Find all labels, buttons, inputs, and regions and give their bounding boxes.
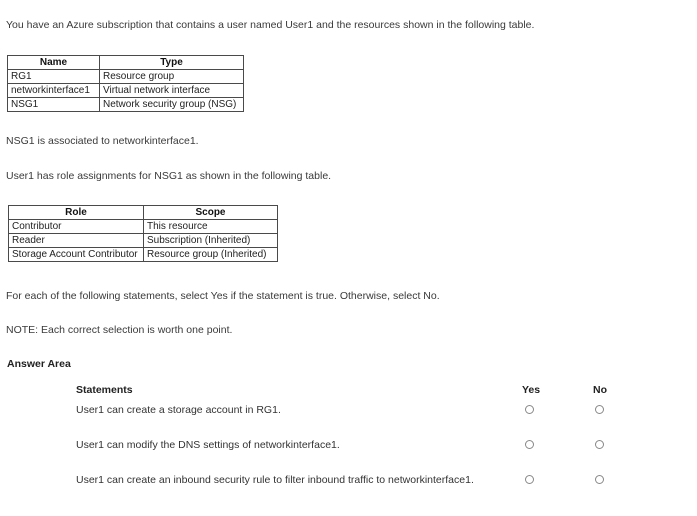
statement-1-no-radio[interactable] [595,405,604,414]
roles-header-scope: Scope [144,206,278,220]
roles-header-role: Role [9,206,144,220]
instructions-text: For each of the following statements, select Yes if the statement is true. Otherwise, select No. [6,290,440,302]
roles-table [8,205,278,262]
statement-2-yes-radio[interactable] [525,440,534,449]
table-row [9,234,278,248]
yes-header: Yes [522,384,541,396]
resources-header-type: Type [100,56,244,70]
table-row [8,84,244,98]
role-name: Storage Account Contributor [9,248,144,262]
resource-name: networkinterface1 [8,84,100,98]
statement-3-no-radio[interactable] [595,475,604,484]
role-name: Reader [9,234,144,248]
table-row [8,98,244,112]
intro-text: You have an Azure subscription that contains a user named User1 and the resources shown in the following table. [6,19,535,31]
note-text: NOTE: Each correct selection is worth one point. [6,324,233,336]
statement-2: User1 can modify the DNS settings of networkinterface1. [76,439,340,451]
resource-name: RG1 [8,70,100,84]
no-header: No [593,384,607,396]
statements-header: Statements [76,384,133,396]
statement-2-no-radio[interactable] [595,440,604,449]
role-scope: Subscription (Inherited) [144,234,278,248]
role-name: Contributor [9,220,144,234]
resources-table [7,55,244,112]
resource-type: Virtual network interface [100,84,244,98]
nsg-note: NSG1 is associated to networkinterface1. [6,135,199,147]
resources-header-name: Name [8,56,100,70]
resource-type: Network security group (NSG) [100,98,244,112]
role-scope: Resource group (Inherited) [144,248,278,262]
resource-type: Resource group [100,70,244,84]
table-row [9,248,278,262]
table-row [8,70,244,84]
statement-1: User1 can create a storage account in RG1. [76,404,281,416]
statement-3: User1 can create an inbound security rule to filter inbound traffic to networkinterface1. [76,474,474,486]
answer-area-title: Answer Area [7,358,71,370]
role-scope: This resource [144,220,278,234]
table-row [9,220,278,234]
roles-intro: User1 has role assignments for NSG1 as shown in the following table. [6,170,332,182]
resource-name: NSG1 [8,98,100,112]
statement-1-yes-radio[interactable] [525,405,534,414]
statement-3-yes-radio[interactable] [525,475,534,484]
